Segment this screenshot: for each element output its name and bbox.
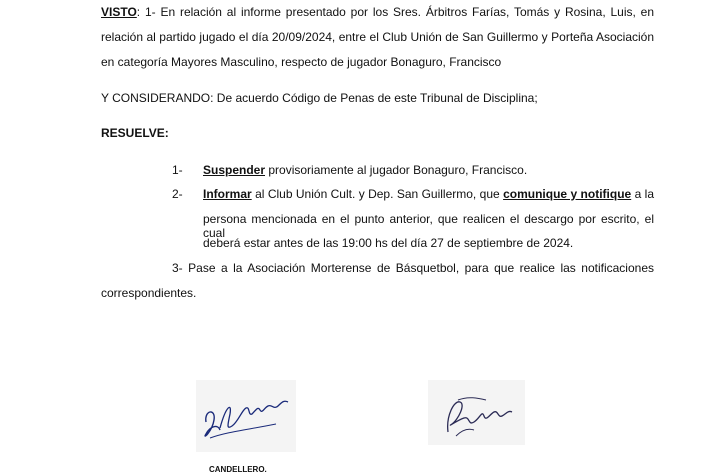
signature-left-image bbox=[196, 380, 296, 452]
item-2-line-1 bbox=[203, 187, 654, 201]
item-1-rest: provisoriamente al jugador Bonaguro, Francisco. bbox=[265, 163, 528, 177]
visto-line-1 bbox=[101, 5, 654, 19]
informar-keyword: Informar bbox=[203, 187, 252, 201]
item-2-line-2: persona mencionada en el punto anterior, que realicen el descargo por escrito, el cual bbox=[203, 212, 654, 240]
visto-label: VISTO bbox=[101, 5, 137, 19]
signature-right-icon bbox=[428, 380, 525, 445]
visto-text: : 1- En relación al informe presentado por los Sres. Árbitros Farías, Tomás y Rosina, Luis, en bbox=[136, 5, 654, 19]
item-2-end: a la bbox=[631, 187, 655, 201]
resuelve-heading: RESUELVE: bbox=[101, 126, 169, 140]
suspender-keyword: Suspender bbox=[203, 163, 266, 177]
item-2-number: 2- bbox=[172, 187, 183, 201]
signature-right-image bbox=[428, 380, 525, 445]
item-1-text bbox=[203, 163, 527, 177]
item-3-line-2: correspondientes. bbox=[101, 286, 197, 300]
item-2-line-3: deberá estar antes de las 19:00 hs del día 27 de septiembre de 2024. bbox=[203, 236, 574, 250]
comunique-keyword: comunique y notifique bbox=[503, 187, 632, 201]
visto-line-3: en categoría Mayores Masculino, respecto de jugador Bonaguro, Francisco bbox=[101, 55, 502, 69]
item-3-line-1: 3- Pase a la Asociación Morterense de Básquetbol, para que realice las notificaciones bbox=[172, 261, 654, 275]
considerando-paragraph: Y CONSIDERANDO: De acuerdo Código de Penas de este Tribunal de Disciplina; bbox=[101, 91, 538, 105]
visto-line-2: relación al partido jugado el día 20/09/2024, entre el Club Unión de San Guillermo y Porteña Asociación bbox=[101, 30, 654, 44]
item-1-number: 1- bbox=[172, 163, 183, 177]
signature-left-name: CANDELLERO. bbox=[209, 465, 267, 474]
signature-candellero-icon bbox=[196, 380, 296, 452]
item-2-mid: al Club Unión Cult. y Dep. San Guillermo, que bbox=[251, 187, 504, 201]
